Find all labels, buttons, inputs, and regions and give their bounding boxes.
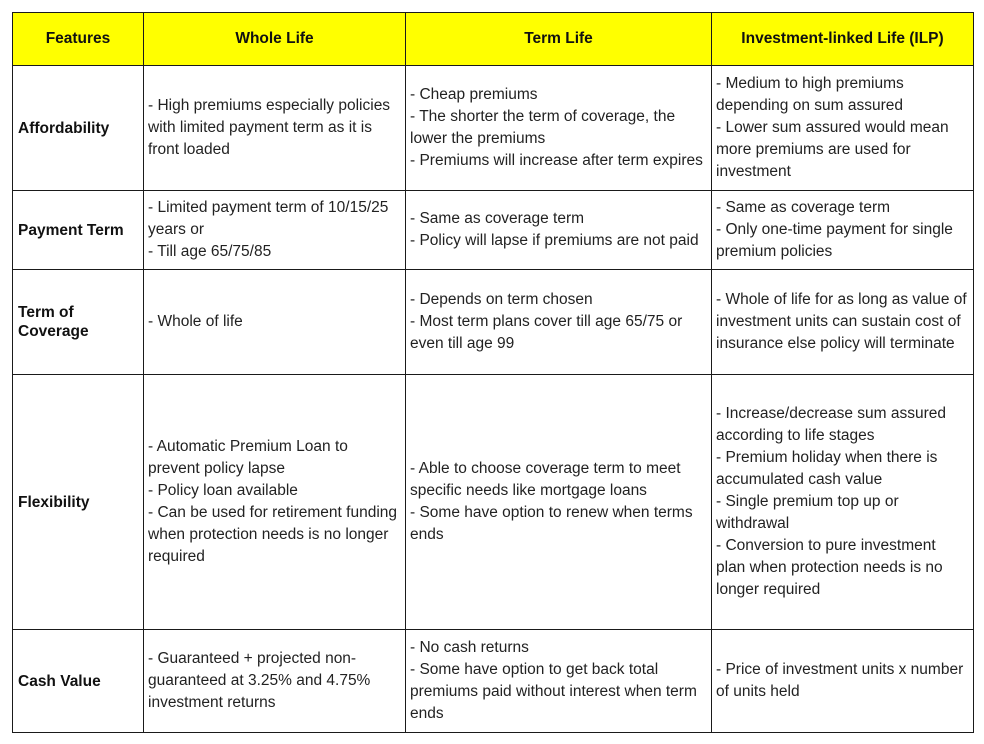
cell-line: - Automatic Premium Loan to prevent policy lapse (148, 438, 348, 477)
cell-line: - Can be used for retirement funding when protection needs is no longer required (148, 504, 397, 565)
table-row-flexibility (13, 375, 974, 630)
whole-life-cell (144, 270, 406, 375)
cell-line: - No cash returns (410, 639, 529, 656)
table-row-payment-term (13, 191, 974, 270)
whole-life-cell (144, 630, 406, 733)
cell-line: - Lower sum assured would mean more premiums are used for investment (716, 119, 949, 180)
term-life-cell (406, 375, 712, 630)
cell-line: - Some have option to renew when terms ends (410, 504, 693, 543)
feature-label: Affordability (13, 66, 144, 191)
header-row (13, 13, 974, 66)
header-features: Features (13, 13, 144, 66)
cell-line: - Same as coverage term (410, 210, 585, 227)
cell-line: - Limited payment term of 10/15/25 years or (148, 199, 389, 238)
feature-label: Term of Coverage (13, 270, 144, 375)
feature-label: Flexibility (13, 375, 144, 630)
cell-line: - Premium holiday when there is accumulated cash value (716, 449, 938, 488)
cell-line: - Increase/decrease sum assured according to life stages (716, 405, 947, 444)
cell-line: - Till age 65/75/85 (148, 243, 272, 260)
cell-line: - Whole of life for as long as value of investment units can sustain cost of insurance else policy will terminate (716, 291, 967, 352)
ilp-cell (712, 630, 974, 733)
cell-line: - High premiums especially policies with limited payment term as it is front loaded (148, 97, 391, 158)
cell-line: - Single premium top up or withdrawal (716, 493, 899, 532)
table-row-cash-value (13, 630, 974, 733)
cell-line: - Some have option to get back total premiums paid without interest when term ends (410, 661, 697, 722)
term-life-cell (406, 630, 712, 733)
cell-line: - Able to choose coverage term to meet specific needs like mortgage loans (410, 460, 681, 499)
header-ilp: Investment-linked Life (ILP) (712, 13, 974, 66)
comparison-table (12, 12, 974, 733)
cell-line: - Cheap premiums (410, 86, 538, 103)
cell-line: - Same as coverage term (716, 199, 891, 216)
ilp-cell (712, 66, 974, 191)
whole-life-cell (144, 375, 406, 630)
term-life-cell (406, 66, 712, 191)
feature-label: Payment Term (13, 191, 144, 270)
table-row-affordability (13, 66, 974, 191)
cell-line: - Medium to high premiums depending on sum assured (716, 75, 904, 114)
whole-life-cell (144, 66, 406, 191)
cell-line: - The shorter the term of coverage, the lower the premiums (410, 108, 676, 147)
cell-line: - Conversion to pure investment plan when protection needs is no longer required (716, 537, 943, 598)
table-row-term-of-coverage (13, 270, 974, 375)
header-term-life: Term Life (406, 13, 712, 66)
cell-line: - Only one-time payment for single premium policies (716, 221, 953, 260)
whole-life-cell (144, 191, 406, 270)
cell-line: - Policy loan available (148, 482, 298, 499)
term-life-cell (406, 270, 712, 375)
cell-line: - Premiums will increase after term expires (410, 152, 703, 169)
cell-line: - Guaranteed + projected non-guaranteed at 3.25% and 4.75% investment returns (148, 650, 371, 711)
cell-line: - Price of investment units x number of units held (716, 661, 964, 700)
feature-label: Cash Value (13, 630, 144, 733)
cell-line: - Depends on term chosen (410, 291, 593, 308)
header-whole-life: Whole Life (144, 13, 406, 66)
cell-line: - Policy will lapse if premiums are not paid (410, 232, 699, 249)
term-life-cell (406, 191, 712, 270)
ilp-cell (712, 191, 974, 270)
cell-line: - Most term plans cover till age 65/75 or even till age 99 (410, 313, 683, 352)
ilp-cell (712, 375, 974, 630)
ilp-cell (712, 270, 974, 375)
cell-line: - Whole of life (148, 313, 243, 330)
